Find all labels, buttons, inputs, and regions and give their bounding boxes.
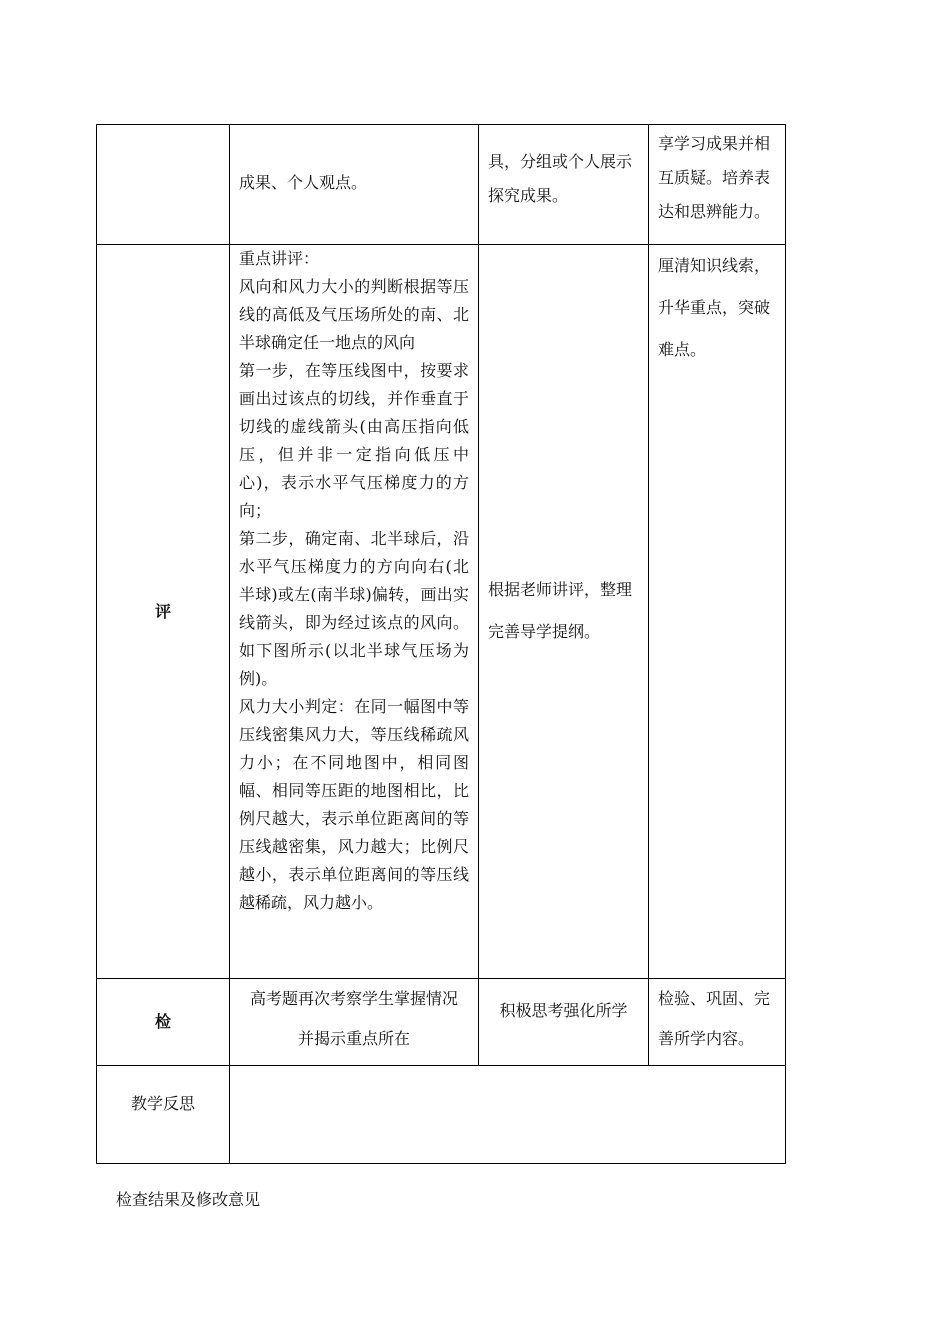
row3-label: 检 [154, 1012, 171, 1031]
reflection-content [230, 1066, 785, 1076]
review-para-1: 风向和风力大小的判断根据等压线的高低及气压场所处的南、北半球确定任一地点的风向 [239, 277, 469, 352]
row3-intent-cell [649, 979, 786, 1066]
table-row-check [97, 979, 786, 1066]
row1-intent-line-3: 达和思辨能力。 [658, 202, 771, 221]
row1-student-line-1: 具，分组或个人展示 [488, 152, 633, 171]
table-row-reflection [97, 1066, 786, 1164]
row3-teacher-line-2: 并揭示重点所在 [297, 1029, 410, 1048]
row3-label-cell [97, 979, 230, 1066]
review-para-3: 第二步，确定南、北半球后，沿水平气压梯度力的方向向右(北半球)或左(南半球)偏转，画出实线箭头，即为经过该点的风向。如下图所示(以北半球气压场为例)。 [239, 529, 469, 688]
row1-label-cell [97, 125, 230, 245]
row3-teacher-cell [230, 979, 479, 1066]
row2-label: 评 [154, 601, 171, 621]
row3-intent-line-1: 检验、巩固、完 [658, 989, 771, 1008]
reflection-content-cell [230, 1066, 786, 1164]
row1-student-line-2: 探究成果。 [488, 186, 569, 205]
row4-label: 教学反思 [130, 1094, 195, 1113]
row1-teacher-cell [230, 125, 479, 245]
check-results-note: 检查结果及修改意见 [116, 1190, 261, 1209]
row3-student-text: 积极思考强化所学 [499, 1001, 628, 1020]
row1-intent-cell [649, 125, 786, 245]
row2-student-line-2: 完善导学提纲。 [488, 621, 601, 641]
table-row-review [97, 245, 786, 979]
row2-student-line-1: 根据老师讲评，整理 [488, 579, 633, 599]
row2-intent-cell [649, 245, 786, 979]
review-para-4: 风力大小判定：在同一幅图中等压线密集风力大，等压线稀疏风力小；在不同地图中，相同图幅、相同等压距的地图相比，比例尺越大，表示单位距离间的等压线越密集，风力越大；比例尺越小，表示单位距离间的等压线越稀疏，风力越小。 [239, 697, 469, 912]
row4-label-cell [97, 1066, 230, 1164]
row2-intent-line-1: 厘清知识线索， [658, 256, 771, 275]
row2-student-cell [479, 245, 649, 979]
row1-teacher-text: 成果、个人观点。 [239, 173, 368, 192]
row2-intent-line-2: 升华重点，突破 [658, 298, 771, 317]
row2-intent-line-3: 难点。 [658, 340, 707, 359]
row2-teacher-cell [230, 245, 479, 979]
row1-student-cell [479, 125, 649, 245]
row3-intent-line-2: 善所学内容。 [658, 1029, 755, 1048]
lesson-plan-table [96, 124, 786, 1164]
review-heading: 重点讲评： [239, 249, 320, 268]
row3-teacher-line-1: 高考题再次考察学生掌握情况 [249, 989, 458, 1008]
row3-student-cell [479, 979, 649, 1066]
table-row-share [97, 125, 786, 245]
row1-intent-line-1: 享学习成果并相 [658, 134, 771, 153]
row2-label-cell [97, 245, 230, 979]
review-para-2: 第一步，在等压线图中，按要求画出过该点的切线，并作垂直于切线的虚线箭头(由高压指向低压，但并非一定指向低压中心)，表示水平气压梯度力的方向； [239, 361, 469, 520]
row1-intent-line-2: 互质疑。培养表 [658, 168, 771, 187]
